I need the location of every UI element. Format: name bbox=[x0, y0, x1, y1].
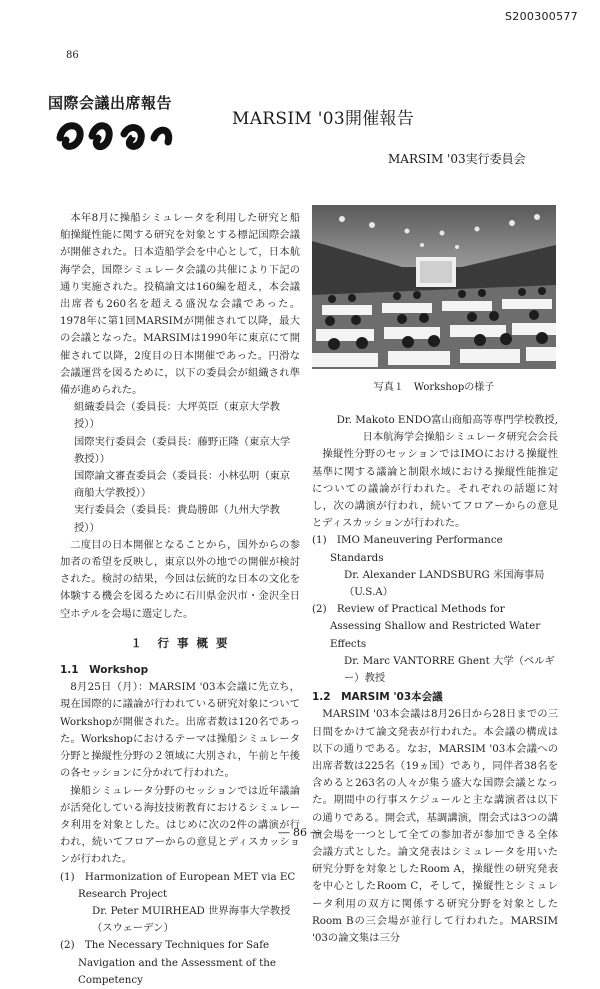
speaker-name: Dr. Makoto ENDO富山商船高等専門学校教授, bbox=[336, 414, 558, 426]
page-number-top: 86 bbox=[66, 50, 79, 61]
decorative-logo bbox=[52, 112, 178, 158]
author: MARSIM '03実行委員会 bbox=[388, 152, 526, 166]
workshop-photo bbox=[312, 205, 556, 369]
talk-item: (1) Harmonization of European MET via EC Research Project bbox=[60, 870, 296, 900]
committee-item: 組織委員会（委員長：大坪英臣（東京大学教授）） bbox=[74, 401, 280, 431]
talk-item: (2) The Necessary Techniques for Safe Navigation and the Assessment of the Competency bbox=[60, 939, 277, 986]
talk-item: (2) Review of Practical Methods for Assessing Shallow and Restricted Water Effects bbox=[312, 603, 541, 650]
section-heading: １ 行 事 概 要 bbox=[130, 635, 230, 650]
speaker-affiliation: 日本航海学会操船シミュレータ研究会会長 bbox=[362, 431, 558, 444]
subsection-heading: 1.2 MARSIM '03本会議 bbox=[312, 691, 443, 704]
page-number-footer: ― 86 ― bbox=[278, 826, 322, 839]
document-id: S200300577 bbox=[505, 10, 578, 23]
photo-caption: 写真１ Workshopの様子 bbox=[373, 382, 495, 393]
talk-item: (1) IMO Maneuvering Performance Standards bbox=[312, 534, 503, 564]
subsection-heading: 1.1 Workshop bbox=[60, 664, 149, 677]
committee-item: 国際実行委員会（委員長：藤野正隆（東京大学教授）） bbox=[74, 435, 291, 465]
intro-paragraph: 本年8月に操船シミュレータを利用した研究と船舶操縦性能に関する研究を対象とする標記国際会議が開催された。日本造船学会を中心として，日本航海学会，国際シミュレータ会議の共催により下記の通り実施された。投稿論文は160編を超え，本会議出席者も260名を超える盛況な会議であった。1978年に第1回MARSIMが開催されて以降，最大の会議となった。MARSIMは1990年に東京にて開催されて以降，2度目の日本開催であった。円滑な会議運営を図るために，以下の委員会が組織され準備が進められた。 bbox=[60, 212, 300, 397]
paragraph: 操船シミュレータ分野のセッションでは近年議論が活発化している海技技術教育におけるシミュレータ利用を対象とした。はじめに次の2件の講演が行われ，続いてフロアーからの意見とディスカッションが行われた。 bbox=[60, 784, 300, 866]
committee-item: 実行委員会（委員長：貴島勝郎（九州大学教授）） bbox=[74, 504, 280, 534]
paragraph: 二度目の日本開催となることから，国外からの参加者の希望を反映し，東京以外の地での開催が検討された。検討の結果，今回は伝統的な日本の文化を体験する機会を図るために石川県金沢市・金沢全日空ホテルを会場に選定した。 bbox=[60, 538, 300, 620]
paragraph: MARSIM '03本会議は8月26日から28日までの三日間をかけて論文発表が行われた。本会議の構成は以下の通りである。なお，MARSIM '03本会議への出席者数は225名（19ヵ国）であり，同伴者38名を含めると263名の人々が集う盛大な国際会議となった。期間中の行事スケジュールと主な講演者は以下の通りである。開会式，基調講演，閉会式は3つの講演会場を一つとして全ての参加者が参加できる全体会議方式とした。論文発表はシミュレータを用いた研究分野を対象としたRoom A，操縦性の研究発表を中心としたRoom C，そして，操縦性とシミュレータ利用の双方に関係する研究分野を対象としたRoom Bの三会場が並行して行われた。MARSIM '03の論文集は三分 bbox=[312, 708, 558, 945]
page-title: MARSIM '03開催報告 bbox=[232, 109, 415, 129]
talk-speaker: Dr. Peter MUIRHEAD 世界海事大学教授（スウェーデン） bbox=[92, 904, 291, 935]
talk-speaker: Dr. Alexander LANDSBURG 米国海事局（U.S.A） bbox=[344, 568, 545, 599]
talk-speaker: Dr. Marc VANTORRE Ghent 大学（ベルギー）教授 bbox=[344, 654, 555, 685]
committee-item: 国際論文審査委員会（委員長：小林弘明（東京商船大学教授）） bbox=[74, 470, 291, 500]
paragraph: 8月25日（月）：MARSIM '03本会議に先立ち，現在国際的に議論が行われている研究対象についてWorkshopが開催された。出席者数は120名であった。Workshopにおけるテーマは操船シミュレータ分野と操縦性分野の２領域に大別され，午前と午後の各セッションに分かれて行われた。 bbox=[60, 681, 300, 780]
section-label: 国際会議出席報告 bbox=[48, 94, 173, 112]
left-column bbox=[60, 210, 300, 989]
right-column bbox=[312, 412, 558, 947]
paragraph: 操縦性分野のセッションではIMOにおける操縦性基準に関する議論と制限水域における操縦性能推定についての議論が行われた。それぞれの話題に対し，次の講演が行われ，続いてフロアーからの意見とディスカッションが行われた。 bbox=[312, 448, 558, 530]
